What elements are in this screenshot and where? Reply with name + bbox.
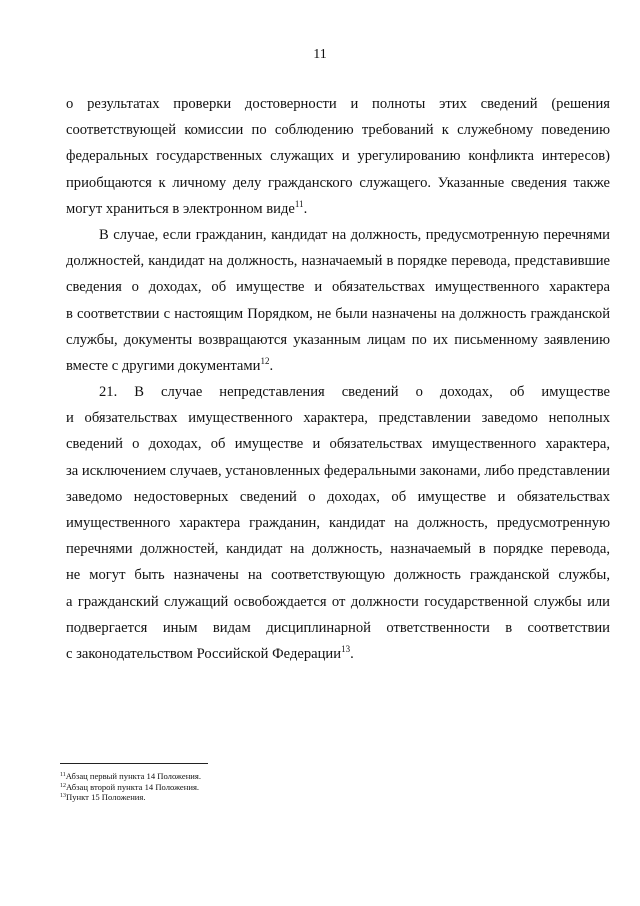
page-number: 11 — [313, 47, 327, 62]
text-line: сведения о доходах, об имуществе и обязательствах имущественного характера — [66, 279, 610, 296]
body-text — [66, 91, 610, 667]
text-line: должностей, кандидат на должность, назначаемый в порядке перевода, представившие — [66, 253, 610, 270]
footnote-number: 11 — [60, 772, 66, 778]
text-line: федеральных государственных служащих и урегулированию конфликта интересов) — [66, 148, 610, 165]
text-line: не могут быть назначены на соответствующую должность гражданской службы, — [66, 567, 610, 584]
text-line: заведомо недостоверных сведений о доходах, об имуществе и обязательствах — [66, 488, 610, 505]
text-line: подвергается иным видам дисциплинарной ответственности в соответствии — [66, 619, 610, 636]
line-text: с законодательством Российской Федерации — [66, 645, 342, 662]
text-line: перечнями должностей, кандидат на должность, назначаемый в порядке перевода, — [66, 541, 610, 558]
text-line: В случае, если гражданин, кандидат на должность, предусмотренную перечнями — [99, 226, 610, 243]
footnote — [60, 782, 360, 793]
line-text: вместе с другими документами — [66, 357, 261, 374]
text-line: службы, документы возвращаются указанным лицам по их письменному заявлению — [66, 331, 610, 348]
text-line: и обязательствах имущественного характера, представлении заведомо неполных — [66, 410, 610, 427]
footnote — [60, 771, 360, 782]
text-line: сведений о доходах, об имуществе и обязательствах имущественного характера, — [66, 436, 610, 453]
text-line: в соответствии с настоящим Порядком, не были назначены на должность гражданской — [66, 305, 610, 322]
text-line: приобщаются к личному делу гражданского служащего. Указанные сведения также — [66, 174, 610, 191]
paragraph — [66, 379, 610, 667]
text-line: имущественного характера гражданин, кандидат на должность, предусмотренную — [66, 515, 610, 531]
footnote-divider — [60, 763, 208, 764]
paragraph — [66, 222, 610, 379]
text-line: о результатах проверки достоверности и полноты этих сведений (решения — [66, 96, 610, 112]
text-line: за исключением случаев, установленных федеральными законами, либо представлении — [66, 462, 610, 479]
footnote-reference: 11 — [294, 198, 304, 209]
footnote-text: Пункт 15 Положения. — [66, 792, 146, 803]
text-line: соответствующей комиссии по соблюдению требований к служебному поведению — [66, 122, 610, 139]
text-line: с законодательством Российской Федерации$^{13}$. — [66, 643, 354, 662]
text-line: а гражданский служащий освобождается от должности государственной службы или — [66, 593, 610, 610]
paragraph — [66, 91, 610, 222]
footnote — [60, 792, 360, 803]
footnote-text: Абзац второй пункта 14 Положения. — [66, 781, 200, 792]
footnotes-section — [60, 763, 360, 803]
text-line: 21. В случае непредставления сведений о доходах, об имуществе — [99, 384, 610, 401]
footnote-number: 13 — [60, 793, 66, 800]
text-line: вместе с другими документами$^{12}$. — [66, 355, 274, 374]
footnote-number: 12 — [60, 782, 66, 789]
text-line: могут храниться в электронном виде$^{11}$. — [66, 198, 308, 217]
footnote-reference: 13 — [341, 643, 351, 654]
line-text: могут храниться в электронном виде — [66, 200, 295, 217]
footnote-reference: 12 — [260, 355, 270, 366]
footnote-text: Абзац первый пункта 14 Положения. — [65, 771, 201, 781]
